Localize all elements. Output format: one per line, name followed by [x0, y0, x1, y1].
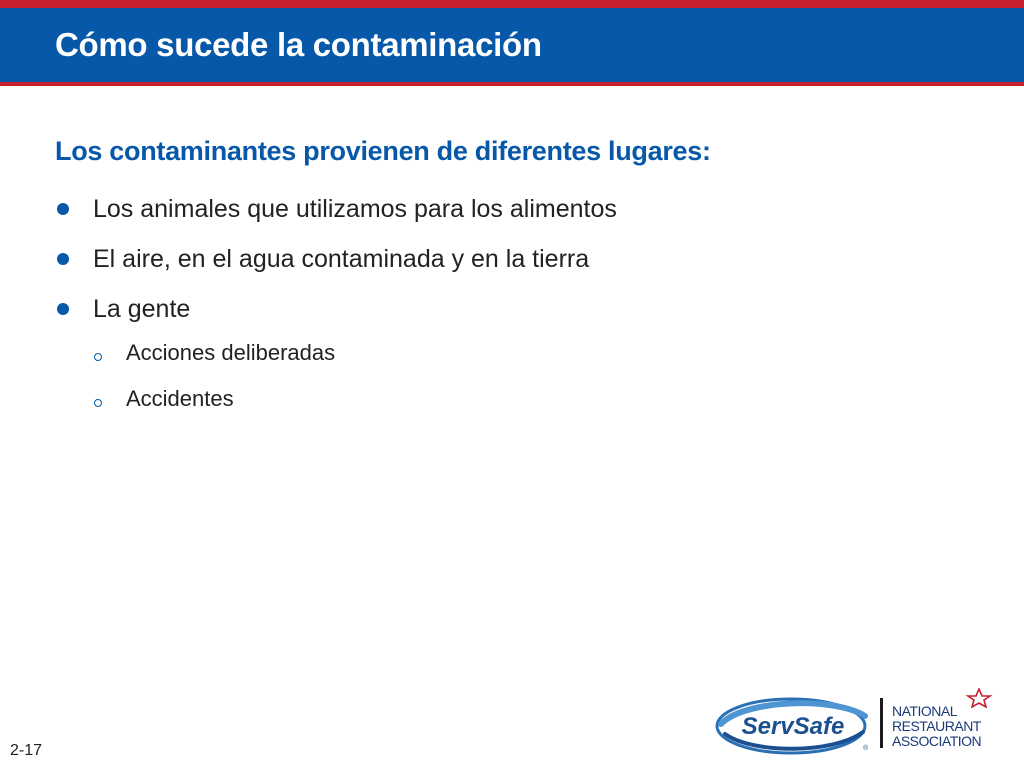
star-icon	[964, 688, 994, 708]
bullet-dot-icon	[57, 303, 69, 315]
hollow-circle-bullet-icon	[94, 399, 102, 407]
bullet-list	[55, 184, 617, 334]
slide-number: 2-17	[10, 742, 43, 759]
sub-bullet-list	[94, 330, 335, 422]
nra-logo-line: NATIONAL	[892, 703, 957, 719]
sub-bullet-text: Acciones deliberadas	[126, 340, 336, 365]
nra-logo-line: ASSOCIATION	[892, 733, 982, 749]
bullet-item	[55, 184, 617, 234]
nra-logo	[892, 688, 1010, 756]
slide-title: Cómo sucede la contaminación	[55, 26, 542, 63]
bullet-text: La gente	[93, 294, 191, 323]
bullet-dot-icon	[57, 253, 69, 265]
bullet-dot-icon	[57, 203, 69, 215]
servsafe-logo	[713, 690, 873, 758]
top-red-stripe	[0, 0, 1024, 8]
content-heading: Los contaminantes provienen de diferentes lugares:	[55, 136, 711, 166]
title-bottom-red-stripe	[0, 82, 1024, 86]
bullet-item	[55, 234, 617, 284]
sub-bullet-text: Accidentes	[126, 386, 234, 411]
logo-divider	[880, 698, 883, 748]
svg-text:®: ®	[863, 745, 869, 752]
hollow-circle-bullet-icon	[94, 353, 102, 361]
nra-logo-line: RESTAURANT	[892, 718, 981, 734]
bullet-text: Los animales que utilizamos para los alimentos	[93, 194, 617, 223]
bullet-item	[55, 284, 617, 334]
bullet-text: El aire, en el agua contaminada y en la tierra	[93, 244, 590, 273]
sub-bullet-item	[94, 330, 335, 376]
sub-bullet-item	[94, 376, 335, 422]
servsafe-logo-text: ServSafe	[741, 713, 845, 740]
